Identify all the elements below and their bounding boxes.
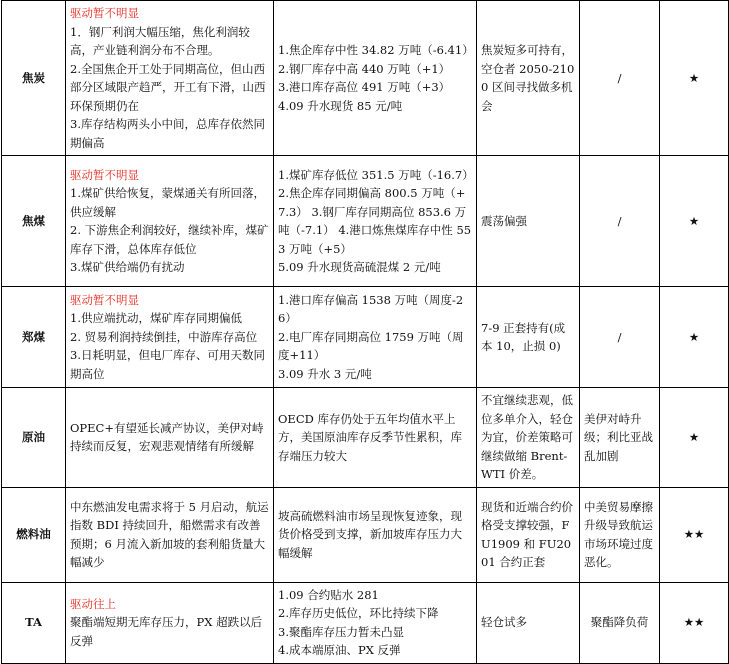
fundamentals-cell bbox=[66, 582, 274, 663]
fundamentals-cell bbox=[66, 287, 274, 388]
fundamentals-line: 中东燃油发电需求将于 5 月启动，航运指数 BDI 持续回升，船燃需求有改善预期；6 月流入新加坡的套利船货量大幅减少 bbox=[70, 499, 269, 569]
fundamentals-cell bbox=[66, 1, 274, 156]
fundamentals-line: 1.供应端扰动，煤矿库存同期偏低 bbox=[70, 311, 242, 326]
table-row bbox=[2, 156, 729, 287]
table-row bbox=[2, 1, 729, 156]
driver-label: 驱动暂不明显 bbox=[70, 292, 139, 307]
commodity-name: 焦煤 bbox=[2, 156, 66, 287]
risk-cell: / bbox=[580, 156, 660, 287]
strategy-cell: 不宜继续悲观，低位多单介入，轻仓为宜，价差策略可继续做缩 Brent-WTI 价差。 bbox=[477, 388, 580, 488]
strategy-cell: 7-9 正套持有(成本 10，止损 0) bbox=[477, 287, 580, 388]
rating-stars: ★★ bbox=[660, 582, 729, 663]
fundamentals-line: OPEC+有望延长减产协议，美伊对峙持续而反复，宏观悲观情绪有所缓解 bbox=[70, 420, 264, 454]
commodity-name: 郑煤 bbox=[2, 287, 66, 388]
inventory-line: 2.焦企库存同期偏高 800.5 万吨（+7.3） 3.钢厂库存同期高位 853.6 万吨（-7.1） 4.港口炼焦煤库存中性 553 万吨（+5） bbox=[278, 186, 472, 256]
inventory-line: 4.09 升水现货 85 元/吨 bbox=[278, 98, 403, 113]
risk-cell: / bbox=[580, 1, 660, 156]
inventory-cell bbox=[274, 487, 477, 582]
inventory-line: 2.库存历史低位，环比持续下降 bbox=[278, 606, 439, 620]
rating-stars: ★ bbox=[660, 287, 729, 388]
rating-stars: ★ bbox=[660, 156, 729, 287]
fundamentals-cell bbox=[66, 156, 274, 287]
inventory-line: 5.09 升水现货高硫混煤 2 元/吨 bbox=[278, 260, 441, 274]
inventory-cell bbox=[274, 1, 477, 156]
inventory-line: 3.09 升水 3 元/吨 bbox=[278, 366, 372, 381]
fundamentals-line: 1．钢厂利润大幅压缩，焦化利润较高，产业链利润分布不合理。 bbox=[70, 24, 250, 57]
commodity-name: 焦炭 bbox=[2, 1, 66, 156]
strategy-cell: 轻仓试多 bbox=[477, 582, 580, 663]
fundamentals-line: 2. 下游焦企利润较好，继续补库，煤矿库存下滑，总体库存低位 bbox=[70, 223, 269, 256]
table-row bbox=[2, 582, 729, 663]
inventory-line: 1.煤矿库存低位 351.5 万吨（-16.7） bbox=[278, 167, 474, 182]
driver-label: 驱动暂不明显 bbox=[70, 6, 139, 20]
risk-cell: 美伊对峙升级；利比亚战乱加剧 bbox=[580, 388, 660, 488]
fundamentals-line: 1.煤矿供给恢复，蒙煤通关有所回落，供应缓解 bbox=[70, 186, 265, 219]
risk-cell: / bbox=[580, 287, 660, 388]
fundamentals-line: 3.煤矿供给端仍有扰动 bbox=[70, 260, 185, 274]
commodity-name: 原油 bbox=[2, 388, 66, 488]
inventory-line: 1.港口库存偏高 1538 万吨（周度-26） bbox=[278, 292, 464, 326]
commodity-name: 燃料油 bbox=[2, 487, 66, 582]
fundamentals-line: 2.全国焦企开工处于同期高位，但山西部分区域限产趋严，开工有下滑，山西环保预期仍在 bbox=[70, 61, 266, 113]
rating-stars: ★ bbox=[660, 1, 729, 156]
inventory-line: 1.焦企库存中性 34.82 万吨（-6.41） bbox=[278, 43, 474, 57]
table-row bbox=[2, 487, 729, 582]
risk-cell: 聚酯降负荷 bbox=[580, 582, 660, 663]
rating-stars: ★ bbox=[660, 388, 729, 488]
inventory-line: 4.成本端原油、PX 反弹 bbox=[278, 643, 401, 657]
inventory-line: 坡高硫燃料油市场呈现恢复迹象，现货价格受到支撑，新加坡库存压力大幅缓解 bbox=[278, 508, 462, 560]
rating-stars: ★★ bbox=[660, 487, 729, 582]
inventory-cell bbox=[274, 287, 477, 388]
table-row bbox=[2, 388, 729, 488]
fundamentals-line: 3.库存结构两头小中间，总库存依然同期偏高 bbox=[70, 117, 265, 150]
inventory-cell bbox=[274, 388, 477, 488]
inventory-line: OECD 库存仍处于五年均值水平上方，美国原油库存反季节性累积，库存端压力较大 bbox=[278, 411, 462, 463]
fundamentals-line: 2. 贸易利润持续倒挂，中游库存高位 3.日耗明显，但电厂库存、可用天数同期高位 bbox=[70, 329, 265, 381]
strategy-cell: 焦炭短多可持有，空仓者 2050-2100 区间寻找做多机会 bbox=[477, 1, 580, 156]
fundamentals-cell bbox=[66, 487, 274, 582]
driver-label: 驱动暂不明显 bbox=[70, 167, 139, 182]
driver-label: 驱动往上 bbox=[70, 596, 116, 611]
strategy-cell: 现货和近端合约价格受支撑较强，FU1909 和 FU2001 合约正套 bbox=[477, 487, 580, 582]
inventory-cell bbox=[274, 582, 477, 663]
commodity-name: TA bbox=[2, 582, 66, 663]
risk-cell: 中美贸易摩擦升级导致航运市场环境过度恶化。 bbox=[580, 487, 660, 582]
inventory-line: 2.电厂库存同期高位 1759 万吨（周度+11） bbox=[278, 329, 464, 363]
commodity-table bbox=[1, 0, 729, 664]
fundamentals-line: 聚酯端短期无库存压力，PX 超跌以后反弹 bbox=[70, 615, 263, 648]
strategy-cell: 震荡偏强 bbox=[477, 156, 580, 287]
inventory-line: 1.09 合约贴水 281 bbox=[278, 587, 379, 602]
fundamentals-cell bbox=[66, 388, 274, 488]
inventory-line: 3.聚酯库存压力暂未凸显 bbox=[278, 624, 404, 639]
inventory-line: 2.钢厂库存中高 440 万吨（+1） bbox=[278, 61, 451, 76]
inventory-line: 3.港口库存高位 491 万吨（+3） bbox=[278, 80, 451, 94]
inventory-cell bbox=[274, 156, 477, 287]
table-row bbox=[2, 287, 729, 388]
